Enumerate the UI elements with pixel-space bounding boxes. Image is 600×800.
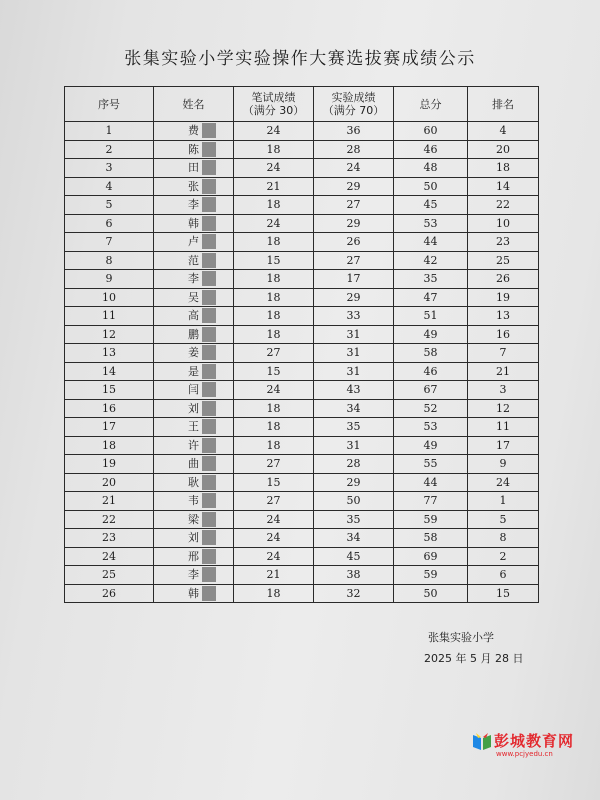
cell-name xyxy=(154,529,234,548)
student-name: 田 xyxy=(188,161,199,175)
student-name: 吴 xyxy=(188,290,199,304)
student-name: 姜 xyxy=(188,346,199,360)
cell-name xyxy=(154,214,234,233)
cell-name xyxy=(154,566,234,585)
cell-lab-score: 29 xyxy=(314,288,394,307)
student-name: 韦 xyxy=(188,494,199,508)
cell-total-score: 55 xyxy=(394,455,468,474)
publication-date: 2025 年 5 月 28 日 xyxy=(424,652,524,665)
cell-name xyxy=(154,159,234,178)
cell-name xyxy=(154,122,234,141)
table-row xyxy=(65,288,539,307)
cell-written-score: 21 xyxy=(234,566,314,585)
cell-lab-score: 31 xyxy=(314,362,394,381)
cell-rank: 24 xyxy=(468,473,539,492)
name-redaction-mask xyxy=(202,567,216,582)
student-name: 闫 xyxy=(188,383,199,397)
table-row xyxy=(65,473,539,492)
cell-index: 6 xyxy=(65,214,154,233)
cell-lab-score: 31 xyxy=(314,325,394,344)
cell-lab-score: 35 xyxy=(314,510,394,529)
cell-index: 11 xyxy=(65,307,154,326)
table-row xyxy=(65,325,539,344)
student-name: 李 xyxy=(188,568,199,582)
cell-total-score: 67 xyxy=(394,381,468,400)
header-lab-label: 实验成绩 xyxy=(331,91,376,104)
cell-written-score: 15 xyxy=(234,473,314,492)
cell-index: 22 xyxy=(65,510,154,529)
cell-rank: 2 xyxy=(468,547,539,566)
cell-lab-score: 32 xyxy=(314,584,394,603)
cell-index: 3 xyxy=(65,159,154,178)
cell-name xyxy=(154,177,234,196)
cell-written-score: 18 xyxy=(234,233,314,252)
table-row xyxy=(65,233,539,252)
name-redaction-mask xyxy=(202,290,216,305)
watermark-url: www.pcjyedu.cn xyxy=(496,750,553,758)
header-written-max: （满分 30） xyxy=(242,104,305,117)
table-row xyxy=(65,122,539,141)
table-row xyxy=(65,344,539,363)
cell-index: 14 xyxy=(65,362,154,381)
cell-rank: 4 xyxy=(468,122,539,141)
cell-rank: 1 xyxy=(468,492,539,511)
cell-name xyxy=(154,251,234,270)
cell-name xyxy=(154,584,234,603)
student-name: 梁 xyxy=(188,512,199,526)
cell-lab-score: 50 xyxy=(314,492,394,511)
cell-index: 17 xyxy=(65,418,154,437)
header-total: 总分 xyxy=(394,87,468,122)
cell-lab-score: 35 xyxy=(314,418,394,437)
cell-written-score: 24 xyxy=(234,381,314,400)
header-rank: 排名 xyxy=(468,87,539,122)
name-redaction-mask xyxy=(202,438,216,453)
cell-total-score: 49 xyxy=(394,325,468,344)
watermark-text: 彭城教育网 xyxy=(494,732,575,750)
cell-lab-score: 28 xyxy=(314,455,394,474)
cell-rank: 17 xyxy=(468,436,539,455)
cell-name xyxy=(154,344,234,363)
cell-written-score: 24 xyxy=(234,529,314,548)
cell-written-score: 27 xyxy=(234,492,314,511)
cell-rank: 8 xyxy=(468,529,539,548)
cell-rank: 23 xyxy=(468,233,539,252)
cell-rank: 16 xyxy=(468,325,539,344)
organization-signature: 张集实验小学 xyxy=(428,631,494,644)
cell-index: 23 xyxy=(65,529,154,548)
table-row xyxy=(65,418,539,437)
table-row xyxy=(65,529,539,548)
cell-index: 2 xyxy=(65,140,154,159)
cell-total-score: 42 xyxy=(394,251,468,270)
name-redaction-mask xyxy=(202,160,216,175)
table-row xyxy=(65,436,539,455)
cell-total-score: 58 xyxy=(394,344,468,363)
cell-name xyxy=(154,140,234,159)
table-row xyxy=(65,251,539,270)
cell-rank: 20 xyxy=(468,140,539,159)
name-redaction-mask xyxy=(202,364,216,379)
cell-rank: 21 xyxy=(468,362,539,381)
cell-written-score: 18 xyxy=(234,584,314,603)
table-row xyxy=(65,381,539,400)
cell-rank: 9 xyxy=(468,455,539,474)
cell-index: 10 xyxy=(65,288,154,307)
cell-index: 8 xyxy=(65,251,154,270)
cell-total-score: 60 xyxy=(394,122,468,141)
cell-name xyxy=(154,270,234,289)
cell-written-score: 24 xyxy=(234,122,314,141)
cell-rank: 15 xyxy=(468,584,539,603)
student-name: 鹏 xyxy=(188,327,199,341)
cell-written-score: 18 xyxy=(234,270,314,289)
cell-total-score: 77 xyxy=(394,492,468,511)
cell-written-score: 27 xyxy=(234,455,314,474)
table-row xyxy=(65,140,539,159)
cell-total-score: 50 xyxy=(394,177,468,196)
cell-lab-score: 33 xyxy=(314,307,394,326)
cell-lab-score: 29 xyxy=(314,177,394,196)
cell-lab-score: 31 xyxy=(314,436,394,455)
cell-total-score: 44 xyxy=(394,233,468,252)
cell-written-score: 18 xyxy=(234,140,314,159)
cell-index: 18 xyxy=(65,436,154,455)
table-row xyxy=(65,510,539,529)
cell-written-score: 18 xyxy=(234,307,314,326)
cell-total-score: 47 xyxy=(394,288,468,307)
student-name: 耿 xyxy=(188,475,199,489)
cell-index: 13 xyxy=(65,344,154,363)
name-redaction-mask xyxy=(202,382,216,397)
cell-total-score: 69 xyxy=(394,547,468,566)
table-header-row xyxy=(65,87,539,122)
name-redaction-mask xyxy=(202,456,216,471)
cell-written-score: 18 xyxy=(234,288,314,307)
student-name: 刘 xyxy=(188,531,199,545)
header-name: 姓名 xyxy=(154,87,234,122)
cell-total-score: 53 xyxy=(394,214,468,233)
student-name: 范 xyxy=(188,253,199,267)
cell-index: 25 xyxy=(65,566,154,585)
cell-total-score: 46 xyxy=(394,362,468,381)
name-redaction-mask xyxy=(202,512,216,527)
student-name: 韩 xyxy=(188,216,199,230)
cell-written-score: 21 xyxy=(234,177,314,196)
cell-total-score: 59 xyxy=(394,566,468,585)
cell-rank: 12 xyxy=(468,399,539,418)
cell-written-score: 27 xyxy=(234,344,314,363)
cell-total-score: 44 xyxy=(394,473,468,492)
name-redaction-mask xyxy=(202,123,216,138)
cell-rank: 6 xyxy=(468,566,539,585)
table-row xyxy=(65,159,539,178)
student-name: 曲 xyxy=(188,457,199,471)
cell-lab-score: 27 xyxy=(314,196,394,215)
cell-written-score: 18 xyxy=(234,436,314,455)
cell-name xyxy=(154,547,234,566)
cell-rank: 13 xyxy=(468,307,539,326)
cell-lab-score: 24 xyxy=(314,159,394,178)
document-title: 张集实验小学实验操作大赛选拔赛成绩公示 xyxy=(124,49,476,69)
table-row xyxy=(65,177,539,196)
table-body xyxy=(65,122,539,603)
name-redaction-mask xyxy=(202,308,216,323)
cell-written-score: 18 xyxy=(234,196,314,215)
header-lab xyxy=(314,87,394,122)
cell-written-score: 15 xyxy=(234,362,314,381)
cell-lab-score: 34 xyxy=(314,399,394,418)
cell-index: 7 xyxy=(65,233,154,252)
cell-lab-score: 27 xyxy=(314,251,394,270)
cell-index: 19 xyxy=(65,455,154,474)
name-redaction-mask xyxy=(202,493,216,508)
cell-index: 24 xyxy=(65,547,154,566)
student-name: 邢 xyxy=(188,549,199,563)
cell-name xyxy=(154,381,234,400)
name-redaction-mask xyxy=(202,586,216,601)
cell-lab-score: 36 xyxy=(314,122,394,141)
cell-index: 9 xyxy=(65,270,154,289)
name-redaction-mask xyxy=(202,401,216,416)
name-redaction-mask xyxy=(202,549,216,564)
name-redaction-mask xyxy=(202,253,216,268)
cell-lab-score: 31 xyxy=(314,344,394,363)
cell-written-score: 24 xyxy=(234,510,314,529)
cell-total-score: 53 xyxy=(394,418,468,437)
cell-rank: 25 xyxy=(468,251,539,270)
name-redaction-mask xyxy=(202,345,216,360)
cell-lab-score: 29 xyxy=(314,473,394,492)
cell-rank: 14 xyxy=(468,177,539,196)
header-lab-max: （满分 70） xyxy=(322,104,385,117)
cell-written-score: 24 xyxy=(234,159,314,178)
student-name: 陈 xyxy=(188,142,199,156)
cell-rank: 3 xyxy=(468,381,539,400)
student-name: 费 xyxy=(188,124,199,138)
cell-name xyxy=(154,233,234,252)
cell-name xyxy=(154,362,234,381)
table-row xyxy=(65,307,539,326)
cell-total-score: 45 xyxy=(394,196,468,215)
table-row xyxy=(65,399,539,418)
table-row xyxy=(65,584,539,603)
student-name: 高 xyxy=(188,309,199,323)
cell-rank: 22 xyxy=(468,196,539,215)
cell-lab-score: 38 xyxy=(314,566,394,585)
cell-name xyxy=(154,325,234,344)
cell-name xyxy=(154,288,234,307)
cell-rank: 5 xyxy=(468,510,539,529)
table-row xyxy=(65,270,539,289)
cell-index: 16 xyxy=(65,399,154,418)
student-name: 李 xyxy=(188,272,199,286)
name-redaction-mask xyxy=(202,142,216,157)
cell-index: 5 xyxy=(65,196,154,215)
cell-lab-score: 34 xyxy=(314,529,394,548)
cell-written-score: 24 xyxy=(234,547,314,566)
cell-total-score: 35 xyxy=(394,270,468,289)
cell-total-score: 58 xyxy=(394,529,468,548)
table-row xyxy=(65,362,539,381)
scores-table xyxy=(64,86,539,603)
cell-name xyxy=(154,399,234,418)
table-row xyxy=(65,455,539,474)
name-redaction-mask xyxy=(202,475,216,490)
name-redaction-mask xyxy=(202,419,216,434)
cell-index: 20 xyxy=(65,473,154,492)
name-redaction-mask xyxy=(202,327,216,342)
cell-rank: 18 xyxy=(468,159,539,178)
table-row xyxy=(65,214,539,233)
cell-name xyxy=(154,418,234,437)
cell-name xyxy=(154,307,234,326)
cell-lab-score: 43 xyxy=(314,381,394,400)
student-name: 许 xyxy=(188,438,199,452)
cell-index: 15 xyxy=(65,381,154,400)
student-name: 卢 xyxy=(188,235,199,249)
student-name: 刘 xyxy=(188,401,199,415)
student-name: 李 xyxy=(188,198,199,212)
cell-rank: 7 xyxy=(468,344,539,363)
table-row xyxy=(65,196,539,215)
table-row xyxy=(65,492,539,511)
header-written xyxy=(234,87,314,122)
name-redaction-mask xyxy=(202,271,216,286)
cell-name xyxy=(154,492,234,511)
cell-name xyxy=(154,473,234,492)
cell-total-score: 51 xyxy=(394,307,468,326)
cell-written-score: 24 xyxy=(234,214,314,233)
cell-total-score: 50 xyxy=(394,584,468,603)
cell-index: 12 xyxy=(65,325,154,344)
cell-lab-score: 17 xyxy=(314,270,394,289)
cell-index: 26 xyxy=(65,584,154,603)
book-logo-icon xyxy=(472,731,492,751)
student-name: 张 xyxy=(188,179,199,193)
name-redaction-mask xyxy=(202,530,216,545)
header-written-label: 笔试成绩 xyxy=(251,91,296,104)
cell-rank: 26 xyxy=(468,270,539,289)
cell-total-score: 52 xyxy=(394,399,468,418)
cell-total-score: 59 xyxy=(394,510,468,529)
cell-written-score: 18 xyxy=(234,399,314,418)
cell-name xyxy=(154,436,234,455)
student-name: 韩 xyxy=(188,586,199,600)
cell-written-score: 18 xyxy=(234,325,314,344)
header-index: 序号 xyxy=(65,87,154,122)
student-name: 王 xyxy=(188,420,199,434)
cell-name xyxy=(154,196,234,215)
cell-written-score: 15 xyxy=(234,251,314,270)
watermark xyxy=(472,728,592,758)
table-row xyxy=(65,566,539,585)
cell-index: 1 xyxy=(65,122,154,141)
cell-name xyxy=(154,510,234,529)
name-redaction-mask xyxy=(202,179,216,194)
cell-total-score: 49 xyxy=(394,436,468,455)
cell-lab-score: 45 xyxy=(314,547,394,566)
cell-lab-score: 29 xyxy=(314,214,394,233)
name-redaction-mask xyxy=(202,197,216,212)
cell-written-score: 18 xyxy=(234,418,314,437)
table-row xyxy=(65,547,539,566)
cell-total-score: 46 xyxy=(394,140,468,159)
cell-lab-score: 26 xyxy=(314,233,394,252)
name-redaction-mask xyxy=(202,216,216,231)
cell-name xyxy=(154,455,234,474)
cell-rank: 11 xyxy=(468,418,539,437)
cell-total-score: 48 xyxy=(394,159,468,178)
cell-lab-score: 28 xyxy=(314,140,394,159)
name-redaction-mask xyxy=(202,234,216,249)
cell-rank: 19 xyxy=(468,288,539,307)
cell-rank: 10 xyxy=(468,214,539,233)
cell-index: 4 xyxy=(65,177,154,196)
student-name: 是 xyxy=(188,364,199,378)
cell-index: 21 xyxy=(65,492,154,511)
